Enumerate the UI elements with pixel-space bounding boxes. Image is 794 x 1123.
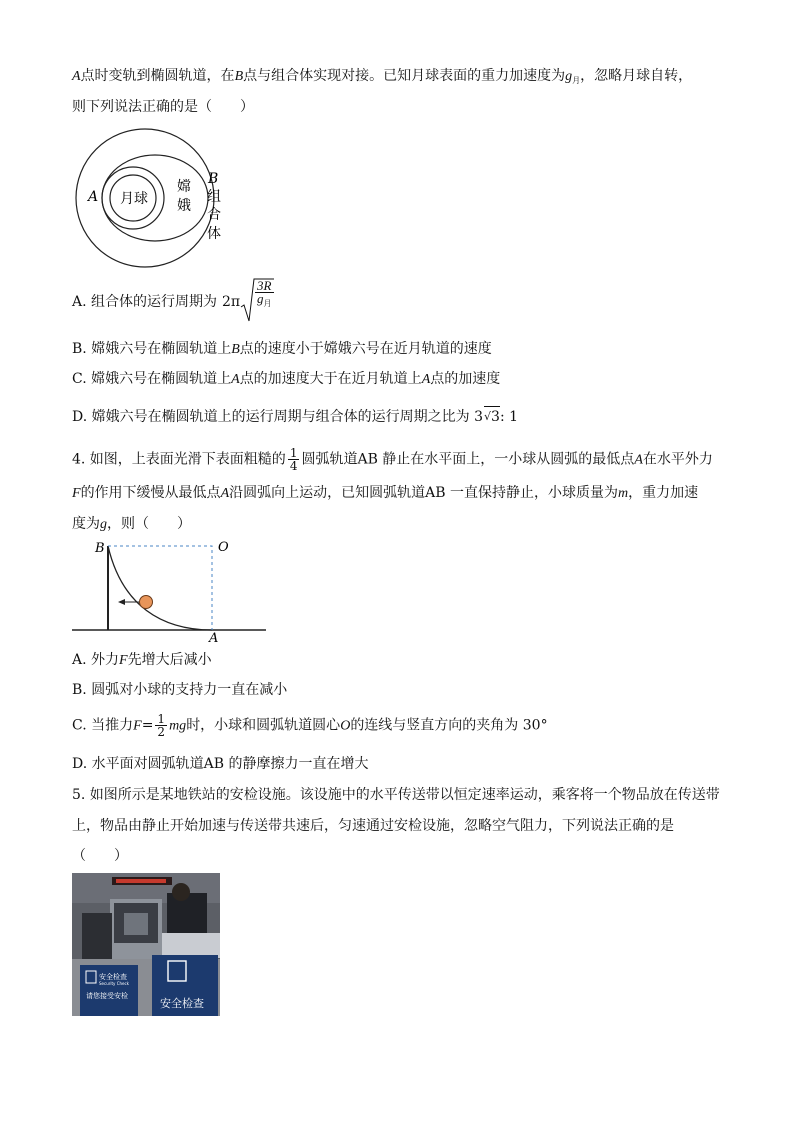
q3-intro-line1: A点时变轨到椭圆轨道，在B点与组合体实现对接。已知月球表面的重力加速度为$g_月$，忽略月球自转， xyxy=(72,68,693,85)
q5-line1: 5. 如图所示是某地铁站的安检设施。该设施中的水平传送带以恒定速率运动，乘客将一个物品放在传送带 xyxy=(72,787,720,803)
q5-line3: （ ） xyxy=(72,848,128,864)
q4-line3: 度为g，则（ ） xyxy=(72,516,191,532)
point-b-label: B xyxy=(95,541,105,556)
q4-option-c: C. 当推力F= $\frac{1}{2}$ mg时，小球和圆弧轨道圆心O的连线与竖直方向的夹角为 30° xyxy=(72,712,548,739)
change-label-2: 娥 xyxy=(177,198,191,214)
q5-line2: 上，物品由静止开始加速与传送带共速后，匀速通过安检设施，忽略空气阻力，下列说法正确的是 xyxy=(72,818,674,834)
q3-option-d: D. 嫦娥六号在椭圆轨道上的运行周期与组合体的运行周期之比为 3√3: 1 xyxy=(72,406,518,427)
center-o-label: O xyxy=(218,540,229,555)
combo-label-1: 组 xyxy=(207,189,221,205)
orbit-diagram xyxy=(70,128,240,268)
ball xyxy=(140,596,153,609)
sign1-subtitle: 请您接受安检 xyxy=(86,992,128,1000)
combo-label-2: 合 xyxy=(207,207,221,223)
q3-option-b: B. 嫦娥六号在椭圆轨道上B点的速度小于嫦娥六号在近月轨道的速度 xyxy=(72,341,492,357)
arc-track-diagram xyxy=(72,536,268,644)
arc-track xyxy=(108,546,212,630)
sign1-english: Security Check xyxy=(99,981,130,986)
combo-label-3: 体 xyxy=(207,226,221,242)
point-b-label: B xyxy=(208,171,219,187)
point-a-label: A xyxy=(88,189,99,205)
q4-option-d: D. 水平面对圆弧轨道AB 的静摩擦力一直在增大 xyxy=(72,756,369,772)
elliptical-orbit xyxy=(102,155,208,241)
dashed-radius xyxy=(108,546,212,630)
q3-intro-line2: 则下列说法正确的是（ ） xyxy=(72,99,254,115)
q4-line1: 4. 如图，上表面光滑下表面粗糙的 $\frac{1}{4}$ 圆弧轨道AB 静止在水平面上，一小球从圆弧的最低点A在水平外力 xyxy=(72,446,713,473)
force-arrowhead xyxy=(118,599,125,605)
moon-label: 月球 xyxy=(120,191,148,207)
security-check-photo xyxy=(72,873,220,1016)
q4-line2: F的作用下缓慢从最低点A沿圆弧向上运动，已知圆弧轨道AB 一直保持静止，小球质量为m，重力加速 xyxy=(72,485,699,501)
sign2-title: 安全检查 xyxy=(160,997,204,1010)
sign1-title: 安全检查 xyxy=(99,973,127,981)
q4-option-a: A. 外力F先增大后减小 xyxy=(72,652,212,668)
point-a-label: A xyxy=(209,631,219,644)
q3-option-c: C. 嫦娥六号在椭圆轨道上A点的加速度大于在近月轨道上A点的加速度 xyxy=(72,371,501,387)
q4-option-b: B. 圆弧对小球的支持力一直在减小 xyxy=(72,682,288,698)
change-label-1: 嫦 xyxy=(177,179,191,195)
